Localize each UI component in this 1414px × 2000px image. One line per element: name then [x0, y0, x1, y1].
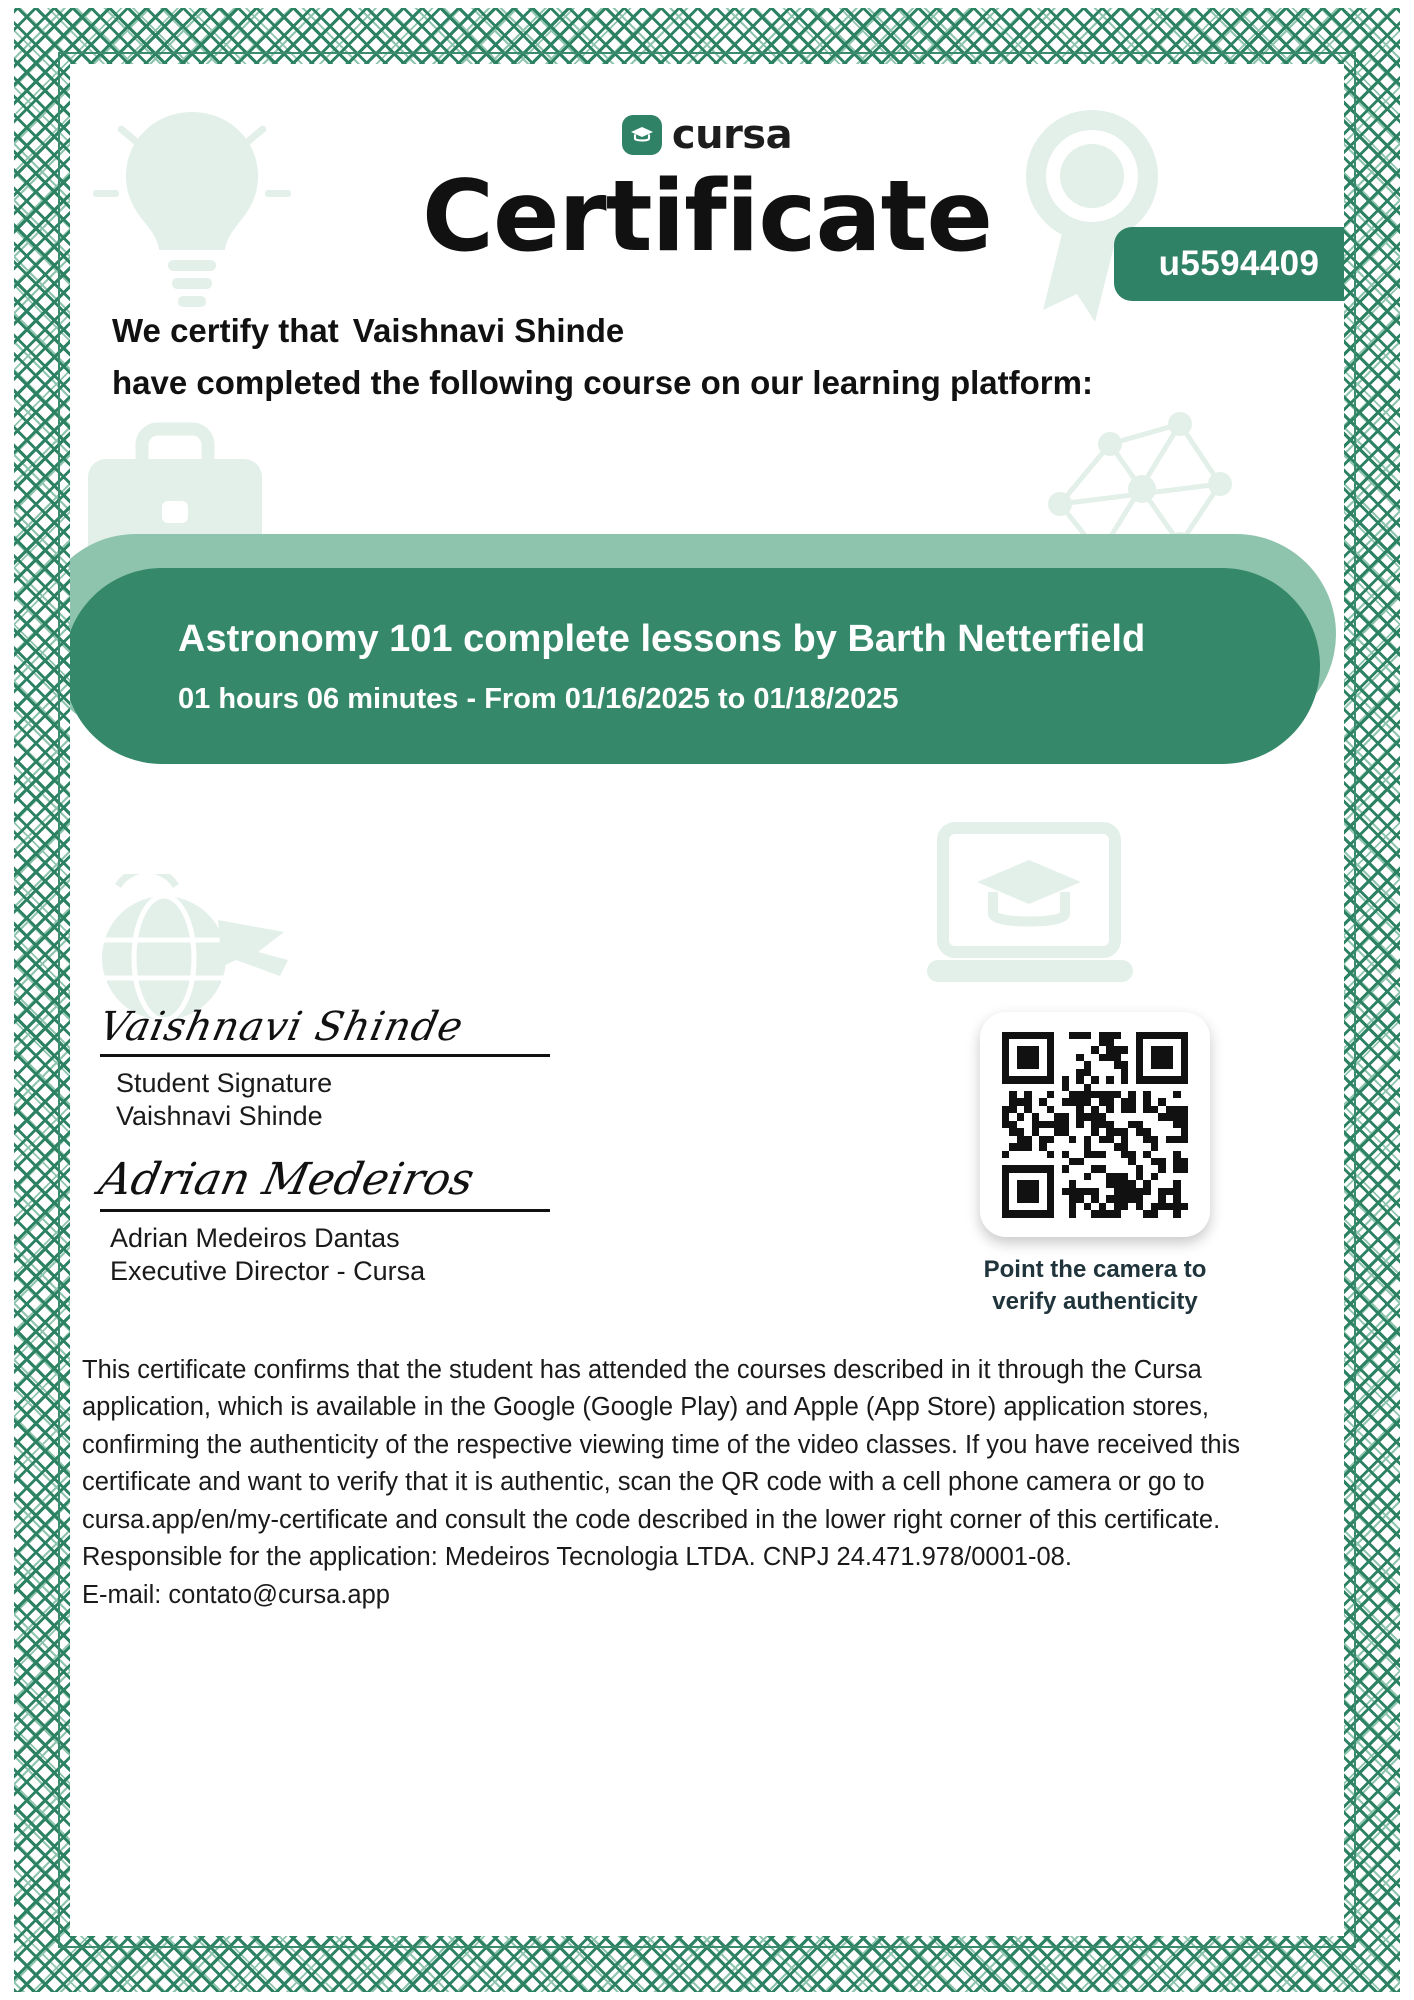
student-signature-name: Vaishnavi Shinde	[116, 1100, 323, 1131]
qr-code-image	[1002, 1032, 1188, 1218]
laptop-graduation-watermark-icon	[925, 814, 1155, 1004]
legal-footer	[82, 1352, 1274, 1614]
student-signature-script: Vaishnavi Shinde	[95, 1004, 468, 1050]
footer-line-4: certificate and want to verify that it is authentic, scan the QR code with a cell phone camera or go to	[82, 1468, 1205, 1497]
director-name: Adrian Medeiros Dantas	[110, 1223, 400, 1253]
footer-line-5: cursa.app/en/my-certificate and consult the code described in the lower right corner of this certificate.	[82, 1505, 1221, 1534]
qr-caption	[930, 1254, 1260, 1319]
director-signature-script: Adrian Medeiros	[94, 1154, 479, 1205]
course-title: Astronomy 101 complete lessons by Barth Netterfield	[178, 618, 1146, 660]
footer-line-2: application, which is available in the Google (Google Play) and Apple (App Store) application stores,	[82, 1393, 1209, 1422]
director-signature-block	[94, 1154, 550, 1288]
qr-caption-line-2: verify authenticity	[992, 1288, 1198, 1316]
signature-line	[100, 1054, 550, 1057]
graduation-cap-icon	[622, 115, 662, 155]
brand-logo	[70, 112, 1344, 158]
page-title: Certificate	[422, 160, 992, 274]
footer-line-7: E-mail: contato@cursa.app	[82, 1580, 390, 1609]
director-role: Executive Director - Cursa	[110, 1255, 426, 1286]
signature-line	[100, 1209, 550, 1212]
course-duration: 01 hours 06 minutes - From 01/16/2025 to 01/18/2025	[178, 683, 899, 715]
certify-line-2: have completed the following course on our learning platform:	[112, 364, 1093, 401]
footer-line-1: This certificate confirms that the student has attended the courses described in it through the Cursa	[82, 1356, 1202, 1384]
qr-caption-line-1: Point the camera to	[983, 1256, 1207, 1283]
qr-code-card	[980, 1012, 1210, 1237]
certificate-content	[70, 64, 1344, 1936]
student-name: Vaishnavi Shinde	[352, 312, 625, 349]
footer-line-6: Responsible for the application: Medeiros Tecnologia LTDA. CNPJ 24.471.978/0001-08.	[82, 1543, 1072, 1572]
student-signature-block	[95, 1004, 550, 1133]
course-banner	[70, 534, 1344, 794]
certificate-code-badge	[1114, 227, 1344, 301]
brand-name: cursa	[671, 112, 793, 158]
certify-intro: We certify that	[112, 312, 339, 349]
footer-line-3: confirming the authenticity of the respective viewing time of the video classes. If you have received this	[82, 1430, 1241, 1459]
certify-statement	[112, 312, 1292, 402]
student-signature-role: Student Signature	[116, 1068, 333, 1098]
certificate-code: u5594409	[1158, 244, 1320, 283]
